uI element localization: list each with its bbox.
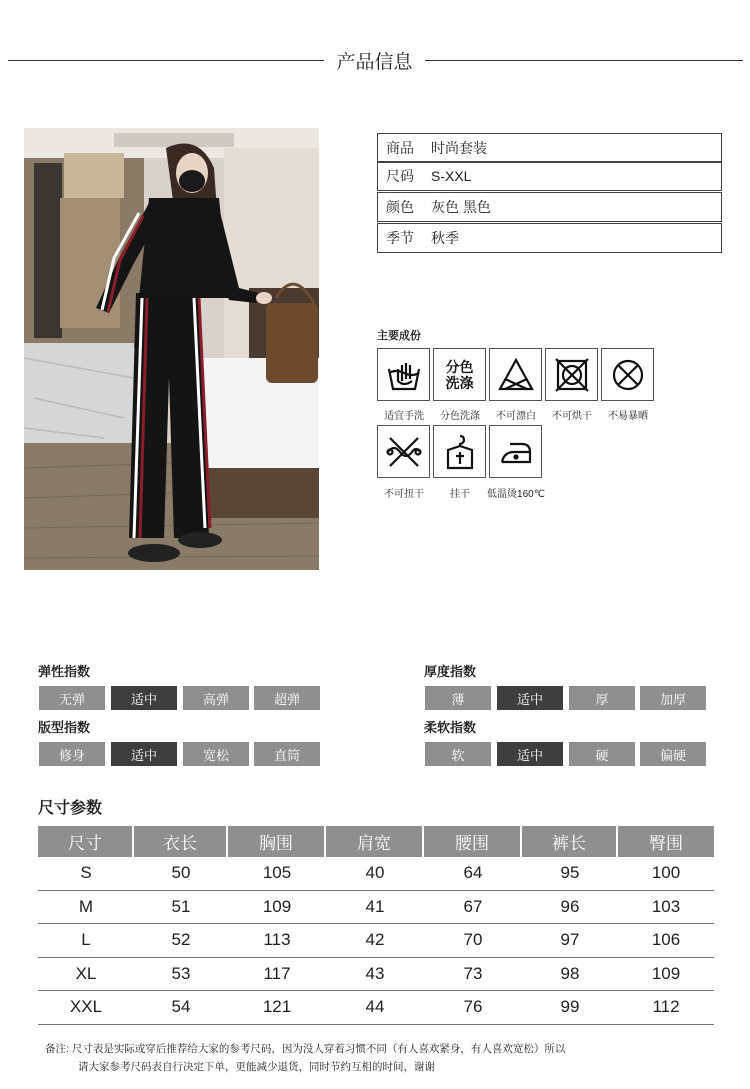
table-cell: 106	[651, 930, 681, 950]
elasticity-option: 高弹	[183, 686, 249, 710]
fit-index-title: 版型指数	[38, 720, 91, 735]
fit-option: 宽松	[183, 742, 249, 766]
info-key: 商品	[386, 140, 414, 156]
column-header: 裤长	[522, 826, 618, 857]
no-sun-dry-icon	[601, 348, 654, 401]
table-row	[38, 991, 714, 1025]
info-value: 灰色 黑色	[431, 199, 491, 215]
softness-option: 软	[425, 742, 491, 766]
info-row-color	[377, 192, 722, 222]
table-cell: 67	[463, 896, 483, 916]
table-cell: 121	[262, 997, 292, 1017]
table-cell: 64	[463, 863, 483, 883]
table-row	[38, 924, 714, 958]
table-cell: 43	[365, 963, 385, 983]
size-table-title: 尺寸参数	[38, 800, 103, 817]
table-cell: M	[78, 896, 94, 916]
wash-separately-line1: 分色	[445, 358, 474, 375]
table-cell: 44	[365, 997, 385, 1017]
size-table	[38, 826, 714, 1025]
table-cell: 41	[365, 896, 385, 916]
header-divider-right	[425, 60, 743, 61]
info-value: S-XXL	[431, 168, 472, 184]
table-cell: 113	[263, 930, 291, 950]
info-value: 时尚套装	[431, 140, 487, 156]
table-cell: 76	[463, 997, 483, 1017]
table-cell: 73	[463, 963, 483, 983]
table-cell: 112	[652, 997, 680, 1017]
thickness-option: 薄	[425, 686, 491, 710]
no-bleach-icon	[489, 348, 542, 401]
thickness-option: 厚	[569, 686, 635, 710]
column-header: 腰围	[424, 826, 522, 857]
no-wring-icon	[377, 425, 430, 478]
table-cell: 98	[560, 963, 580, 983]
column-header: 胸围	[228, 826, 326, 857]
fit-option: 直筒	[254, 742, 320, 766]
elasticity-option: 无弹	[39, 686, 105, 710]
thickness-index-title: 厚度指数	[424, 664, 477, 679]
section-title: 产品信息	[336, 52, 413, 73]
table-cell: 40	[365, 863, 385, 883]
info-row-size	[377, 161, 722, 191]
table-cell: 54	[171, 997, 191, 1017]
thickness-option-selected: 适中	[497, 686, 563, 710]
table-cell: 117	[263, 963, 291, 983]
hand-wash-icon	[377, 348, 430, 401]
low-iron-icon	[489, 425, 542, 478]
column-header: 臀围	[618, 826, 714, 857]
care-label: 分色洗涤	[440, 411, 480, 422]
info-row-product	[377, 133, 722, 163]
column-header: 衣长	[134, 826, 228, 857]
table-cell: 52	[171, 930, 191, 950]
fit-option-selected: 适中	[111, 742, 177, 766]
note-line-1: 备注: 尺寸表是实际或穿后推荐给大家的参考尺码，因为没人穿着习惯不同（有人喜欢紧身，有人喜欢宽松）所以	[45, 1043, 566, 1055]
softness-option-selected: 适中	[497, 742, 563, 766]
wash-separately-icon	[433, 348, 486, 401]
table-cell: XL	[75, 963, 97, 983]
hang-dry-icon	[433, 425, 486, 478]
size-table-header	[38, 826, 714, 857]
table-cell: 99	[560, 997, 580, 1017]
table-row	[38, 958, 714, 992]
column-header: 肩宽	[326, 826, 424, 857]
header-divider-left	[8, 60, 324, 61]
table-cell: S	[80, 863, 92, 883]
no-tumble-dry-icon	[545, 348, 598, 401]
wash-separately-line2: 洗涤	[445, 374, 474, 391]
care-label: 低温烫160℃	[487, 489, 545, 500]
info-key: 颜色	[386, 199, 414, 215]
thickness-option: 加厚	[640, 686, 706, 710]
table-cell: XXL	[69, 997, 103, 1017]
table-cell: L	[81, 930, 91, 950]
fit-option: 修身	[39, 742, 105, 766]
table-cell: 109	[262, 896, 292, 916]
elasticity-option: 超弹	[254, 686, 320, 710]
table-cell: 42	[365, 930, 385, 950]
table-cell: 95	[560, 863, 580, 883]
column-header: 尺寸	[38, 826, 134, 857]
care-label: 不可漂白	[496, 411, 536, 422]
size-note	[45, 1040, 565, 1076]
table-row	[38, 891, 714, 925]
table-cell: 109	[651, 963, 681, 983]
table-cell: 70	[463, 930, 483, 950]
table-row	[38, 857, 714, 891]
info-value: 秋季	[431, 230, 459, 246]
care-label: 不易暴晒	[608, 411, 648, 422]
softness-index-title: 柔软指数	[424, 720, 477, 735]
info-row-season	[377, 223, 722, 253]
care-label: 挂干	[450, 489, 470, 500]
softness-option: 偏硬	[640, 742, 706, 766]
table-cell: 50	[171, 863, 191, 883]
softness-option: 硬	[569, 742, 635, 766]
table-cell: 100	[651, 863, 681, 883]
table-cell: 53	[171, 963, 191, 983]
care-title: 主要成份	[377, 330, 421, 342]
care-label: 不可烘干	[552, 411, 592, 422]
info-key: 季节	[386, 230, 414, 246]
table-cell: 103	[651, 896, 681, 916]
table-cell: 105	[262, 863, 292, 883]
care-label: 适宜手洗	[384, 411, 424, 422]
care-label: 不可扭干	[384, 489, 424, 500]
note-line-2: 请大家参考尺码表自行决定下单，更能减少退货，同时节约互相的时间，谢谢	[78, 1061, 435, 1073]
table-cell: 96	[560, 896, 580, 916]
elasticity-option-selected: 适中	[111, 686, 177, 710]
table-cell: 51	[171, 896, 191, 916]
elasticity-index-title: 弹性指数	[38, 664, 91, 679]
table-cell: 97	[560, 930, 580, 950]
info-key: 尺码	[386, 168, 414, 184]
product-photo	[24, 128, 319, 570]
